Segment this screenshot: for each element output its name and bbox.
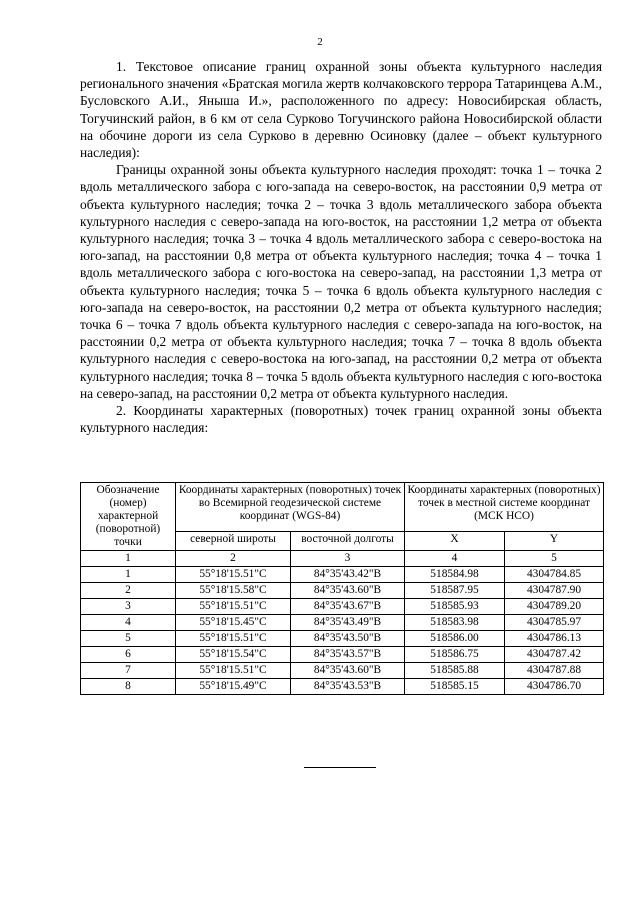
subheader-x: X: [405, 532, 505, 551]
y-coordinate-cell: 4304787.88: [505, 663, 604, 679]
y-coordinate-cell: 4304785.97: [505, 615, 604, 631]
y-coordinate-cell: 4304786.70: [505, 679, 604, 695]
longitude-cell: 84°35'43.57"В: [291, 647, 405, 663]
y-coordinate-cell: 4304787.42: [505, 647, 604, 663]
latitude-cell: 55°18'15.51"С: [176, 663, 291, 679]
table-row: [81, 583, 604, 599]
paragraph-boundaries: Границы охранной зоны объекта культурного наследия проходят: точка 1 – точка 2 вдоль металлического забора с юго-запада на северо-восток, на расстоянии 0,9 метра от объекта культурного наследия; точка 2 – точка 3 вдоль металлического забора объекта культурного наследия с северо-запада на юго-восток, на расстоянии 1,2 метра от объекта культурного наследия; точка 3 – точка 4 вдоль металлического забора с северо-востока на юго-запад, на расстоянии 0,8 метра от объекта культурного наследия; точка 4 – точка 1 вдоль металлического забора с юго-востока на северо-запад, на расстоянии 1,3 метра от объекта культурного наследия; точка 5 – точка 6 вдоль объекта культурного наследия с юго-запада на северо-восток, на расстоянии 0,2 метра от объекта культурного наследия; точка 6 – точка 7 вдоль объекта культурного наследия с северо-запада на юго-восток, на расстоянии 0,2 метра от объекта культурного наследия; точка 7 – точка 8 вдоль объекта культурного наследия с северо-востока на юго-запад, на расстоянии 0,2 метра от объекта культурного наследия; точка 8 – точка 5 вдоль объекта культурного наследия с юго-востока на северо-запад, на расстоянии 0,2 метра от объекта культурного наследия.: [80, 162, 602, 401]
x-coordinate-cell: 518585.93: [405, 599, 505, 615]
point-number-cell: 3: [81, 599, 176, 615]
x-coordinate-cell: 518583.98: [405, 615, 505, 631]
longitude-cell: 84°35'43.49"В: [291, 615, 405, 631]
x-coordinate-cell: 518587.95: [405, 583, 505, 599]
table-row: [81, 631, 604, 647]
signature-separator-line: [304, 767, 376, 768]
column-number: 5: [505, 551, 604, 567]
point-number-cell: 5: [81, 631, 176, 647]
longitude-cell: 84°35'43.60"В: [291, 663, 405, 679]
paragraph-coordinates-heading: 2. Координаты характерных (поворотных) точек границ охранной зоны объекта культурного наследия:: [80, 403, 602, 436]
latitude-cell: 55°18'15.45"С: [176, 615, 291, 631]
x-coordinate-cell: 518585.88: [405, 663, 505, 679]
x-coordinate-cell: 518586.00: [405, 631, 505, 647]
latitude-cell: 55°18'15.58"С: [176, 583, 291, 599]
table-row: [81, 647, 604, 663]
subheader-north-latitude: северной широты: [176, 532, 291, 551]
subheader-east-longitude: восточной долготы: [291, 532, 405, 551]
latitude-cell: 55°18'15.51"С: [176, 631, 291, 647]
subheader-y: Y: [505, 532, 604, 551]
point-number-cell: 1: [81, 567, 176, 583]
point-number-cell: 8: [81, 679, 176, 695]
y-coordinate-cell: 4304789.20: [505, 599, 604, 615]
point-number-cell: 4: [81, 615, 176, 631]
y-coordinate-cell: 4304784.85: [505, 567, 604, 583]
point-number-cell: 2: [81, 583, 176, 599]
table-row: [81, 567, 604, 583]
latitude-cell: 55°18'15.49"С: [176, 679, 291, 695]
column-number: 4: [405, 551, 505, 567]
document-body: [80, 58, 602, 436]
table-row: [81, 615, 604, 631]
latitude-cell: 55°18'15.54"С: [176, 647, 291, 663]
point-number-cell: 7: [81, 663, 176, 679]
longitude-cell: 84°35'43.60"В: [291, 583, 405, 599]
table-row: [81, 663, 604, 679]
x-coordinate-cell: 518585.15: [405, 679, 505, 695]
table-row: [81, 679, 604, 695]
column-number: 1: [81, 551, 176, 567]
paragraph-intro: 1. Текстовое описание границ охранной зоны объекта культурного наследия регионального значения «Братская могила жертв колчаковского террора Татаринцева А.М., Бусловского А.И., Янышa И.», расположенного по адресу: Новосибирская область, Тогучинский район, в 6 км от села Сурково Тогучинского района Новосибирской области на обочине дороги из села Сурково в деревню Осиновку (далее – объект культурного наследия):: [80, 59, 602, 161]
coordinates-table: [80, 482, 604, 695]
latitude-cell: 55°18'15.51"С: [176, 567, 291, 583]
longitude-cell: 84°35'43.67"В: [291, 599, 405, 615]
y-coordinate-cell: 4304786.13: [505, 631, 604, 647]
column-number-row: [81, 551, 604, 567]
table-row: [81, 599, 604, 615]
header-designation: Обозначение (номер) характерной (поворотной) точки: [81, 483, 176, 551]
x-coordinate-cell: 518586.75: [405, 647, 505, 663]
latitude-cell: 55°18'15.51"С: [176, 599, 291, 615]
header-local-system: Координаты характерных (поворотных) точек в местной системе координат (МСК НСО): [405, 483, 604, 532]
longitude-cell: 84°35'43.50"В: [291, 631, 405, 647]
page-number: 2: [317, 36, 323, 48]
header-wgs84: Координаты характерных (поворотных) точек во Всемирной геодезической системе координат (WGS-84): [176, 483, 405, 532]
longitude-cell: 84°35'43.42"В: [291, 567, 405, 583]
y-coordinate-cell: 4304787.90: [505, 583, 604, 599]
longitude-cell: 84°35'43.53"В: [291, 679, 405, 695]
column-number: 2: [176, 551, 291, 567]
column-number: 3: [291, 551, 405, 567]
x-coordinate-cell: 518584.98: [405, 567, 505, 583]
table-header-row: [81, 483, 604, 532]
point-number-cell: 6: [81, 647, 176, 663]
